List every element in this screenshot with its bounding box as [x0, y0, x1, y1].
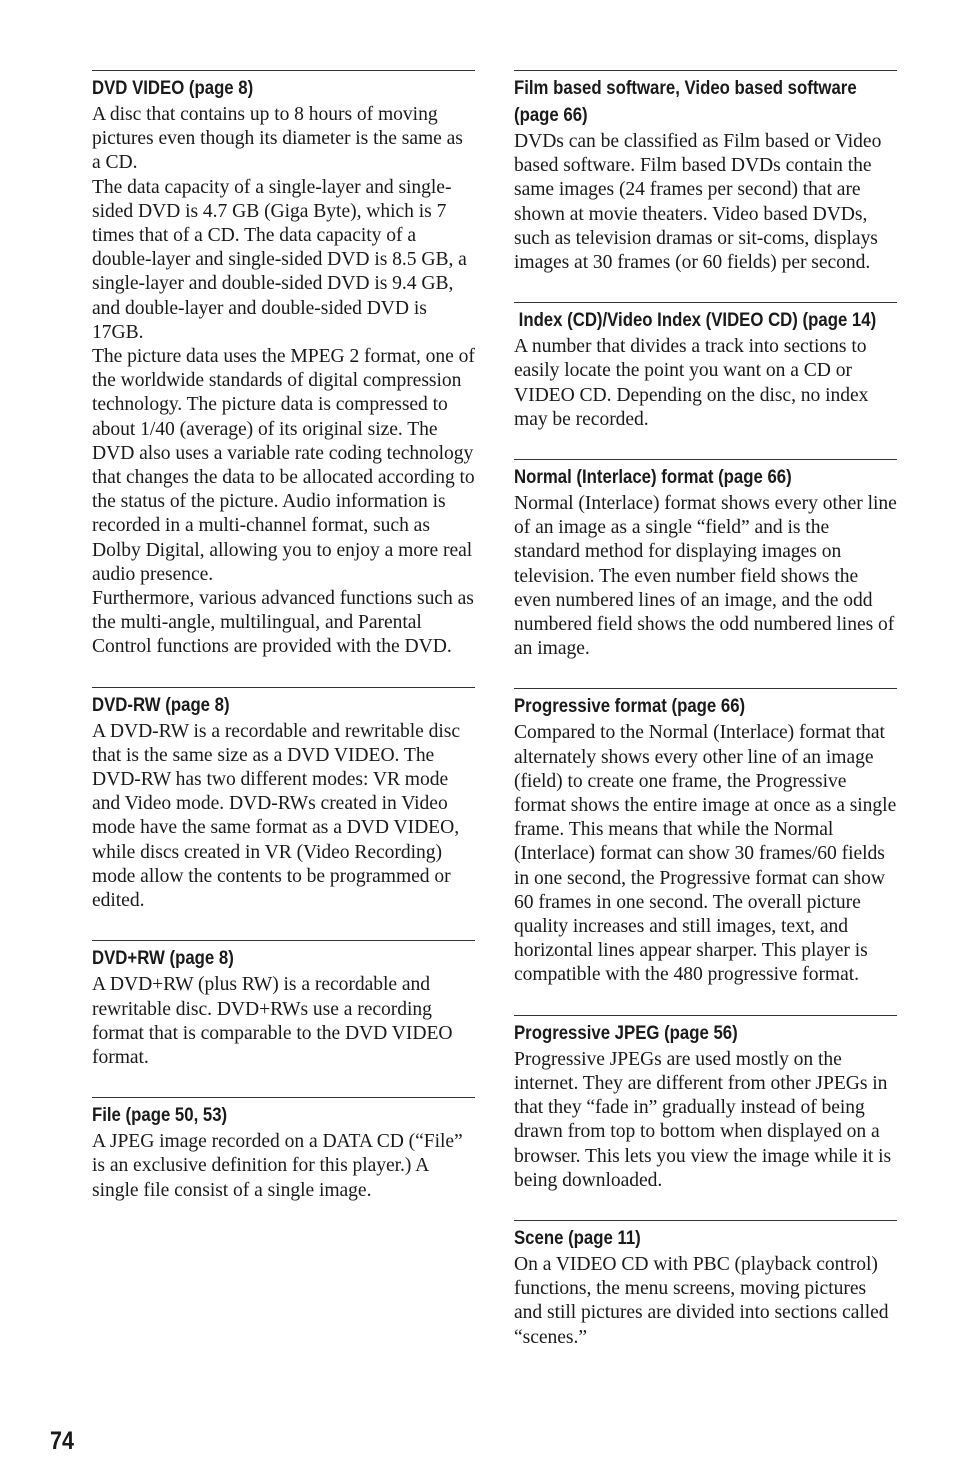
glossary-right-column: [514, 70, 897, 1377]
entry-title: Index (CD)/Video Index (VIDEO CD) (page 14): [514, 309, 877, 332]
glossary-left-column: [92, 70, 475, 1230]
entry-body: [92, 103, 475, 660]
entry-title: Normal (Interlace) format (page 66): [514, 466, 792, 489]
entry-body: [514, 721, 897, 987]
entry-body: [514, 335, 897, 432]
glossary-entry-film-video-software: [514, 70, 897, 275]
glossary-entry-dvd-plus-rw: [92, 940, 475, 1070]
entry-body: [92, 973, 475, 1070]
entry-title: Scene (page 11): [514, 1226, 641, 1249]
glossary-entry-file: [92, 1097, 475, 1203]
glossary-entry-index: [514, 302, 897, 432]
glossary-entry-dvd-video: [92, 70, 475, 660]
entry-paragraph: DVDs can be classified as Film based or Video based software. Film based DVDs contain the same images (24 frames per second) that are shown at movie theaters. Video based DVDs, such as television dramas or sit-coms, displays images at 30 frames (or 60 fields) per second.: [514, 131, 882, 274]
entry-paragraph: A DVD+RW (plus RW) is a recordable and rewritable disc. DVD+RWs use a recording format that is comparable to the DVD VIDEO format.: [92, 974, 453, 1068]
entry-paragraph: A number that divides a track into sections to easily locate the point you want on a CD or VIDEO CD. Depending on the disc, no index may be recorded.: [514, 336, 869, 430]
entry-title: DVD+RW (page 8): [92, 947, 234, 970]
glossary-entry-normal-interlace: [514, 459, 897, 661]
entry-paragraph: On a VIDEO CD with PBC (playback control) functions, the menu screens, moving pictures and still pictures are divided into sections called “scenes.”: [514, 1253, 889, 1348]
entry-title: DVD-RW (page 8): [92, 693, 230, 716]
page-number: 74: [50, 1427, 74, 1455]
entry-title: DVD VIDEO (page 8): [92, 77, 254, 99]
entry-body: [92, 720, 475, 914]
entry-title: File (page 50, 53): [92, 1104, 228, 1127]
entry-title: Progressive format (page 66): [514, 695, 746, 718]
entry-paragraph: Normal (Interlace) format shows every other line of an image as a single “field” and is the standard method for displaying images on television. The even number field shows the even numbered lines of an image, and the odd numbered field shows the odd numbered lines of an image.: [514, 493, 897, 660]
glossary-entry-scene: [514, 1220, 897, 1350]
entry-paragraph: A DVD-RW is a recordable and rewritable disc that is the same size as a DVD VIDEO. The DVD-RW has two different modes: VR mode and Video mode. DVD-RWs created in Video mode have the same format as a DVD VIDEO, while discs created in VR (Video Recording) mode allow the contents to be programmed or edited.: [92, 720, 460, 912]
entry-body: [514, 492, 897, 661]
entry-paragraph: The data capacity of a single-layer and single-sided DVD is 4.7 GB (Giga Byte), which is 7 times that of a CD. The data capacity of a double-layer and single-sided DVD is 8.5 GB, a single-layer and double-sided DVD is 9.4 GB, and double-layer and double-sided DVD is 17GB.: [92, 176, 467, 343]
entry-body: [514, 130, 897, 275]
glossary-entry-progressive-jpeg: [514, 1015, 897, 1193]
entry-title: Film based software, Video based software (page 66): [514, 77, 862, 126]
entry-title: Progressive JPEG (page 56): [514, 1021, 738, 1044]
entry-paragraph: A disc that contains up to 8 hours of moving pictures even though its diameter is the same as a CD.: [92, 104, 463, 174]
entry-paragraph: Furthermore, various advanced functions such as the multi-angle, multilingual, and Parental Control functions are provided with the DVD.: [92, 588, 474, 658]
entry-paragraph: Compared to the Normal (Interlace) format that alternately shows every other line of an image (field) to create one frame, the Progressive format shows the entire image at once as a single frame. This means that while the Normal (Interlace) format can show 30 frames/60 fields in one second, the Progressive format can show 60 frames in one second. The overall picture quality increases and still images, text, and horizontal lines appear sharper. This player is compatible with the 480 progressive format.: [514, 722, 897, 986]
entry-paragraph: The picture data uses the MPEG 2 format, one of the worldwide standards of digital compression technology. The picture data is compressed to about 1/40 (average) of its original size. The DVD also uses a variable rate coding technology that changes the data to be allocated according to the status of the picture. Audio information is recorded in a multi-channel format, such as Dolby Digital, allowing you to enjoy a more real audio presence.: [92, 346, 475, 585]
entry-paragraph: A JPEG image recorded on a DATA CD (“File” is an exclusive definition for this player.) A single file consist of a single image.: [92, 1131, 463, 1201]
glossary-entry-progressive-format: [514, 688, 897, 987]
glossary-entry-dvd-rw: [92, 687, 475, 914]
entry-body: [92, 1130, 475, 1203]
entry-body: [514, 1253, 897, 1350]
entry-paragraph: Progressive JPEGs are used mostly on the internet. They are different from other JPEGs in that they “fade in” gradually instead of being drawn from top to bottom when displayed on a browser. This lets you view the image while it is being downloaded.: [514, 1048, 892, 1191]
entry-body: [514, 1048, 897, 1193]
